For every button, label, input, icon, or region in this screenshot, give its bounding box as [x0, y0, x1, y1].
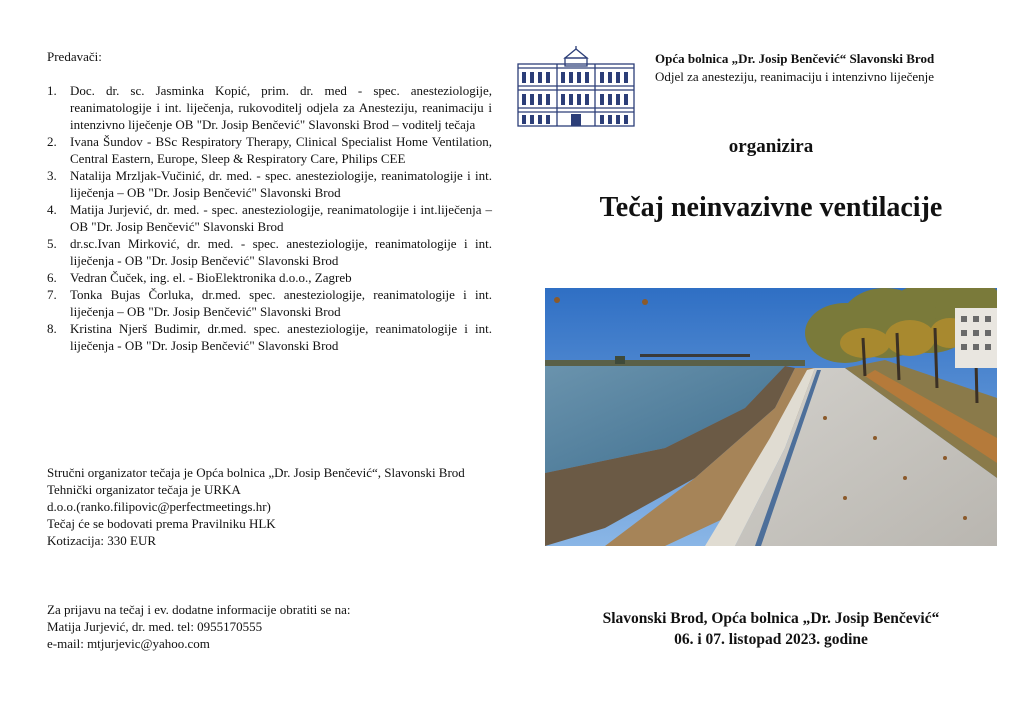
- organizer-info: [47, 464, 492, 549]
- list-item: 5. dr.sc.Ivan Mirković, dr. med. - spec. anesteziologije, reanimatologije i int. liječenja - OB "Dr. Josip Benčević" Slavonski Brod: [47, 236, 492, 268]
- contact-email: e-mail: mtjurjevic@yahoo.com: [47, 636, 210, 651]
- organizer-line: d.o.o.(ranko.filipovic@perfectmeetings.hr): [47, 499, 271, 514]
- department-name: Odjel za anesteziju, reanimaciju i intenzivno liječenje: [655, 69, 935, 84]
- speaker-text: Kristina Njerš Budimir, dr.med. spec. anesteziologije, reanimatologije i int. liječenja - OB "Dr. Josip Benčević" Slavonski Brod: [70, 321, 492, 353]
- speakers-heading: Predavači:: [47, 49, 102, 64]
- hospital-name: Opća bolnica „Dr. Josip Benčević“ Slavonski Brod: [655, 51, 935, 66]
- list-item: 7. Tonka Bujas Čorluka, dr.med. spec. anesteziologije, reanimatologije i int. liječenja – OB "Dr. Josip Benčević" Slavonski Brod: [47, 287, 492, 319]
- speakers-list: [47, 82, 492, 354]
- speaker-text: dr.sc.Ivan Mirković, dr. med. - spec. anesteziologije, reanimatologije i int. liječenja - OB "Dr. Josip Benčević" Slavonski Brod: [70, 236, 492, 268]
- speaker-text: Matija Jurjević, dr. med. - spec. anesteziologije, reanimatologije i int.liječenja – OB "Dr. Josip Benčević" Slavonski Brod: [70, 202, 492, 234]
- contact-intro: Za prijavu na tečaj i ev. dodatne informacije obratiti se na:: [47, 602, 351, 617]
- organizes-label: organizira: [728, 136, 814, 157]
- event-details: [545, 608, 997, 650]
- list-item: 3. Natalija Mrzljak-Vučinić, dr. med. - spec. anesteziologije, reanimatologije i int. liječenja – OB "Dr. Josip Benčević" Slavonski Brod: [47, 168, 492, 200]
- contact-info: [47, 601, 492, 652]
- event-location: Slavonski Brod, Opća bolnica „Dr. Josip Benčević“: [602, 610, 940, 627]
- list-item: 8. Kristina Njerš Budimir, dr.med. spec. anesteziologije, reanimatologije i int. liječenja - OB "Dr. Josip Benčević" Slavonski Brod: [47, 321, 492, 353]
- speaker-text: Doc. dr. sc. Jasminka Kopić, prim. dr. med - spec. anesteziologije, reanimatologije i int. liječenja, rukovoditelj odjela za Anesteziju, reanimaciju i intenzivno liječenje OB "Dr. Josip Benčević" Slavonski Brod – voditelj tečaja: [70, 83, 492, 132]
- speaker-text: Vedran Čuček, ing. el. - BioElektronika d.o.o., Zagreb: [70, 270, 352, 285]
- list-item: 4. Matija Jurjević, dr. med. - spec. anesteziologije, reanimatologije i int.liječenja – OB "Dr. Josip Benčević" Slavonski Brod: [47, 202, 492, 234]
- event-date: 06. i 07. listopad 2023. godine: [674, 631, 868, 648]
- speaker-text: Natalija Mrzljak-Vučinić, dr. med. - spec. anesteziologije, reanimatologije i int. liječenja – OB "Dr. Josip Benčević" Slavonski Brod: [70, 168, 492, 200]
- river-promenade-photo: [545, 288, 997, 546]
- course-title: Tečaj neinvazivne ventilacije: [599, 192, 943, 223]
- registration-fee: Kotizacija: 330 EUR: [47, 533, 157, 548]
- list-item: 6. Vedran Čuček, ing. el. - BioElektronika d.o.o., Zagreb: [47, 270, 352, 285]
- hospital-header: [655, 50, 1005, 86]
- speakers-section: [47, 48, 492, 354]
- list-item: 2. Ivana Šundov - BSc Respiratory Therapy, Clinical Specialist Home Ventilation, Central Eastern, Europe, Sleep & Respiratory Care, Philips CEE: [47, 134, 492, 166]
- organizer-line: Stručni organizator tečaja je Opća bolnica „Dr. Josip Benčević“, Slavonski Brod Tehnički organizator tečaja je URKA: [47, 465, 465, 497]
- contact-person: Matija Jurjević, dr. med. tel: 0955170555: [47, 619, 263, 634]
- organizer-line: Tečaj će se bodovati prema Pravilniku HLK: [47, 516, 276, 531]
- speaker-text: Tonka Bujas Čorluka, dr.med. spec. anesteziologije, reanimatologije i int. liječenja – OB "Dr. Josip Benčević" Slavonski Brod: [70, 287, 492, 319]
- hospital-building-icon: [517, 46, 635, 128]
- speaker-text: Ivana Šundov - BSc Respiratory Therapy, Clinical Specialist Home Ventilation, Central Eastern, Europe, Sleep & Respiratory Care, Philips CEE: [70, 134, 492, 166]
- list-item: 1. Doc. dr. sc. Jasminka Kopić, prim. dr. med - spec. anesteziologije, reanimatologije i int. liječenja, rukovoditelj odjela za Anesteziju, reanimaciju i intenzivno liječenje OB "Dr. Josip Benčević" Slavonski Brod – voditelj tečaja: [47, 83, 492, 132]
